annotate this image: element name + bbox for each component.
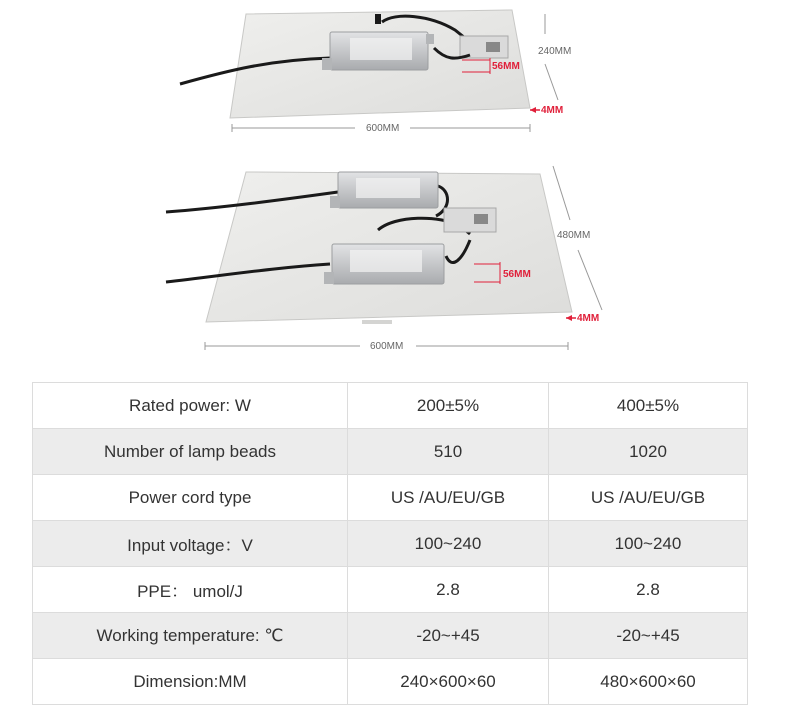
- table-row: [33, 659, 748, 705]
- row-label: Working temperature: ℃: [33, 613, 348, 659]
- spec-table: [32, 382, 748, 705]
- driver-gap-label: 56MM: [492, 61, 520, 72]
- value-400w: 100~240: [549, 521, 748, 567]
- width-label: 600MM: [366, 123, 400, 134]
- thickness-label: 4MM: [541, 105, 564, 116]
- height-label: 480MM: [557, 230, 591, 241]
- value-400w: 2.8: [549, 567, 748, 613]
- row-label: PPE： umol/J: [33, 567, 348, 613]
- height-label: 240MM: [538, 46, 572, 57]
- value-400w: -20~+45: [549, 613, 748, 659]
- led-driver: [322, 32, 434, 70]
- value-200w: 510: [348, 429, 549, 475]
- table-row: [33, 521, 748, 567]
- value-200w: 200±5%: [348, 383, 549, 429]
- table-row: [33, 613, 748, 659]
- value-400w: 1020: [549, 429, 748, 475]
- product-image-small-panel: [0, 0, 790, 150]
- value-200w: 240×600×60: [348, 659, 549, 705]
- value-200w: 2.8: [348, 567, 549, 613]
- table-row: [33, 429, 748, 475]
- value-200w: -20~+45: [348, 613, 549, 659]
- value-400w: 480×600×60: [549, 659, 748, 705]
- led-driver-1: [330, 172, 438, 208]
- row-label: Power cord type: [33, 475, 348, 521]
- driver-gap-label: 56MM: [503, 269, 531, 280]
- value-400w: 400±5%: [549, 383, 748, 429]
- row-label: Dimension:MM: [33, 659, 348, 705]
- row-label: Rated power: W: [33, 383, 348, 429]
- thickness-label: 4MM: [577, 313, 600, 324]
- controller-box: [444, 208, 496, 232]
- value-400w: US /AU/EU/GB: [549, 475, 748, 521]
- table-row: [33, 475, 748, 521]
- table-row: [33, 567, 748, 613]
- row-label: Number of lamp beads: [33, 429, 348, 475]
- width-label: 600MM: [370, 341, 404, 352]
- table-row: [33, 383, 748, 429]
- row-label: Input voltage：V: [33, 521, 348, 567]
- value-200w: 100~240: [348, 521, 549, 567]
- value-200w: US /AU/EU/GB: [348, 475, 549, 521]
- led-driver-2: [324, 244, 444, 284]
- product-image-large-panel: [0, 160, 790, 360]
